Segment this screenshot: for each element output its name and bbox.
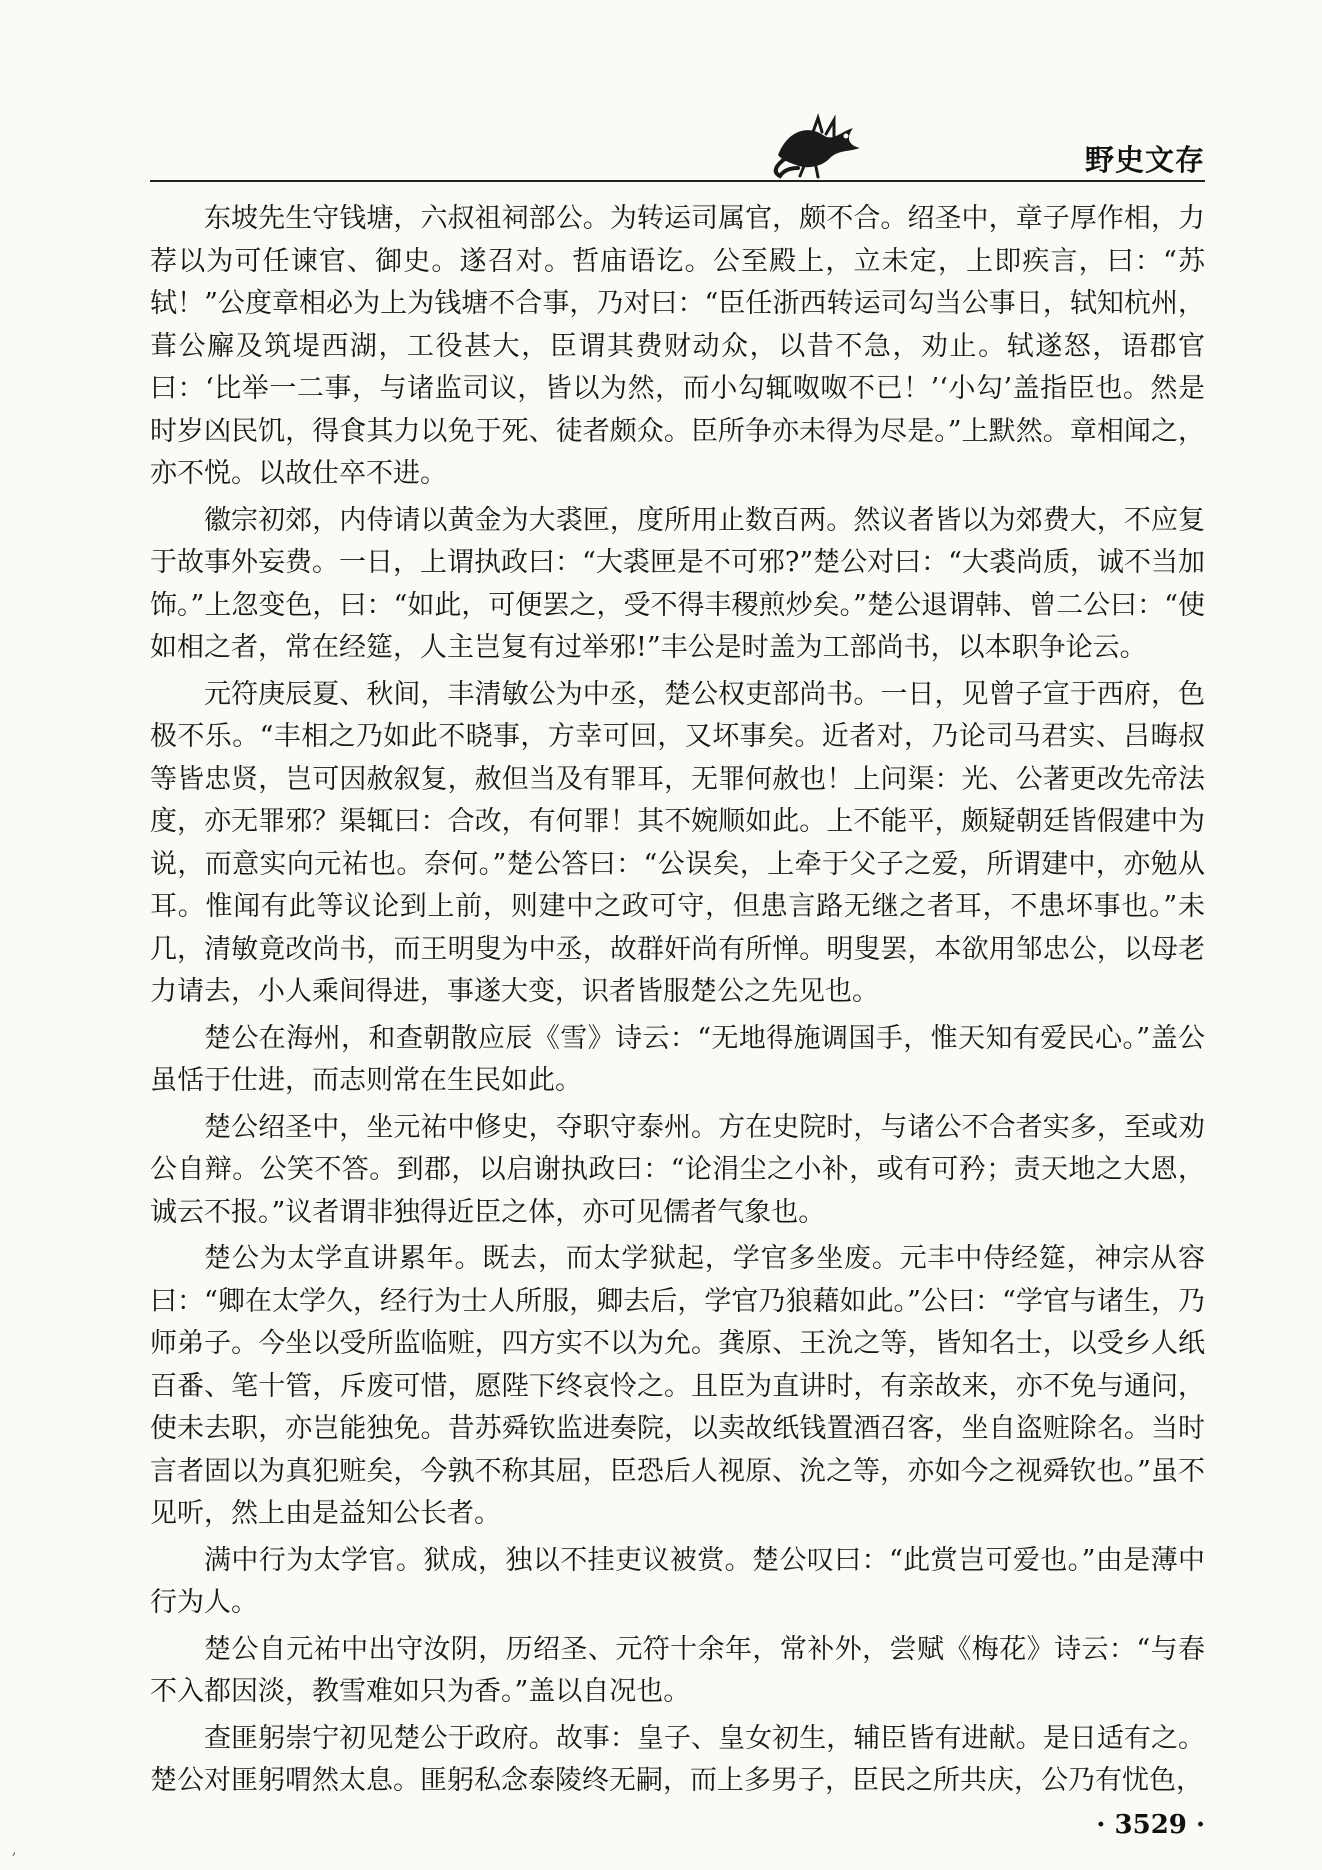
- running-header: [150, 100, 1205, 180]
- paragraph: 查匪躬崇宁初见楚公于政府。故事：皇子、皇女初生，辅臣皆有进献。是日适有之。楚公对匪躬喟然太息。匪躬私念泰陵终无嗣，而上多男子，臣民之所共庆，公乃有忧色，: [150, 1722, 1205, 1796]
- paragraph: 楚公在海州，和查朝散应辰《雪》诗云：“无地得施调国手，惟天知有爱民心。”盖公虽恬于仕进，而志则常在生民如此。: [150, 1022, 1205, 1096]
- book-title: 野史文存: [1084, 143, 1205, 177]
- paragraph: 东坡先生守钱塘，六叔祖祠部公。为转运司属官，颇不合。绍圣中，章子厚作相，力荐以为可任谏官、御史。遂召对。哲庙语讫。公至殿上，立未定，上即疾言，曰：“苏轼！”公度章相必为上为钱塘不合事，乃对曰：“臣任浙西转运司勾当公事日，轼知杭州，葺公廨及筑堤西湖，工役甚大，臣谓其费财动众，以昔不急，劝止。轼遂怒，语郡官曰：‘比举一二事，与诸监司议，皆以为然，而小勾辄呶呶不已！’‘小勾’盖指臣也。然是时岁凶民饥，得食其力以免于死、徒者颇众。臣所争亦未得为尽是。”上默然。章相闻之，亦不悦。以故仕卒不进。: [150, 203, 1205, 489]
- scan-mark: ,: [12, 1842, 17, 1858]
- paragraph: 楚公为太学直讲累年。既去，而太学狱起，学官多坐废。元丰中侍经筵，神宗从容曰：“卿在太学久，经行为士人所服，卿去后，学官乃狼藉如此。”公曰：“学官与诸生，乃师弟子。今坐以受所监临赃，四方实不以为允。龚原、王沇之等，皆知名士，以受乡人纸百番、笔十管，斥废可惜，愿陛下终哀怜之。且臣为直讲时，有亲故来，亦不免与通问，使未去职，亦岂能独免。昔苏舜钦监进奏院，以卖故纸钱置酒召客，坐自盗赃除名。当时言者固以为真犯赃矣，今孰不称其屈，臣恐后人视原、沇之等，亦如今之视舜钦也。”虽不见听，然上由是益知公长者。: [150, 1243, 1205, 1529]
- paragraph: 徽宗初郊，内侍请以黄金为大裘匣，度所用止数百两。然议者皆以为郊费大，不应复于故事外妄费。一日，上谓执政曰：“大裘匣是不可邪?”楚公对曰：“大裘尚质，诚不当加饰。”上忽变色，曰：“如此，可便罢之，受不得丰稷煎炒矣。”楚公退谓韩、曾二公曰：“使如相之者，常在经筵，人主岂复有过举邪!”丰公是时盖为工部尚书，以本职争论云。: [150, 504, 1205, 663]
- page-number: · 3529 ·: [1096, 1810, 1205, 1840]
- dragon-emblem-icon: [768, 110, 868, 180]
- paragraph: 楚公绍圣中，坐元祐中修史，夺职守泰州。方在史院时，与诸公不合者实多，至或劝公自辩。公笑不答。到郡，以启谢执政曰：“论涓尘之小补，或有可矜；责天地之大恩，诚云不报。”议者谓非独得近臣之体，亦可见儒者气象也。: [150, 1111, 1205, 1228]
- paragraph: 元符庚辰夏、秋间，丰清敏公为中丞，楚公权吏部尚书。一日，见曾子宣于西府，色极不乐。“丰相之乃如此不晓事，方幸可回，又坏事矣。近者对，乃论司马君实、吕晦叔等皆忠贤，岂可因赦叙复，赦但当及有罪耳，无罪何赦也！上问渠：光、公著更改先帝法度，亦无罪邪？渠辄曰：合改，有何罪！其不婉顺如此。上不能平，颇疑朝廷皆假建中为说，而意实向元祐也。奈何。”楚公答曰：“公误矣，上牵于父子之爱，所谓建中，亦勉从耳。惟闻有此等议论到上前，则建中之政可守，但患言路无继之者耳，不患坏事也。”未几，清敏竟改尚书，而王明叟为中丞，故群奸尚有所惮。明叟罢，本欲用邹忠公，以母老力请去，小人乘间得进，事遂大变，识者皆服楚公之先见也。: [150, 678, 1205, 1007]
- body-text: [150, 198, 1205, 1807]
- paragraph: 楚公自元祐中出守汝阴，历绍圣、元符十余年，常补外，尝赋《梅花》诗云：“与春不入都因淡，教雪难如只为香。”盖以自况也。: [150, 1633, 1205, 1707]
- paragraph: 满中行为太学官。狱成，独以不挂吏议被赏。楚公叹曰：“此赏岂可爱也。”由是薄中行为人。: [150, 1544, 1205, 1618]
- header-rule: [150, 180, 1205, 182]
